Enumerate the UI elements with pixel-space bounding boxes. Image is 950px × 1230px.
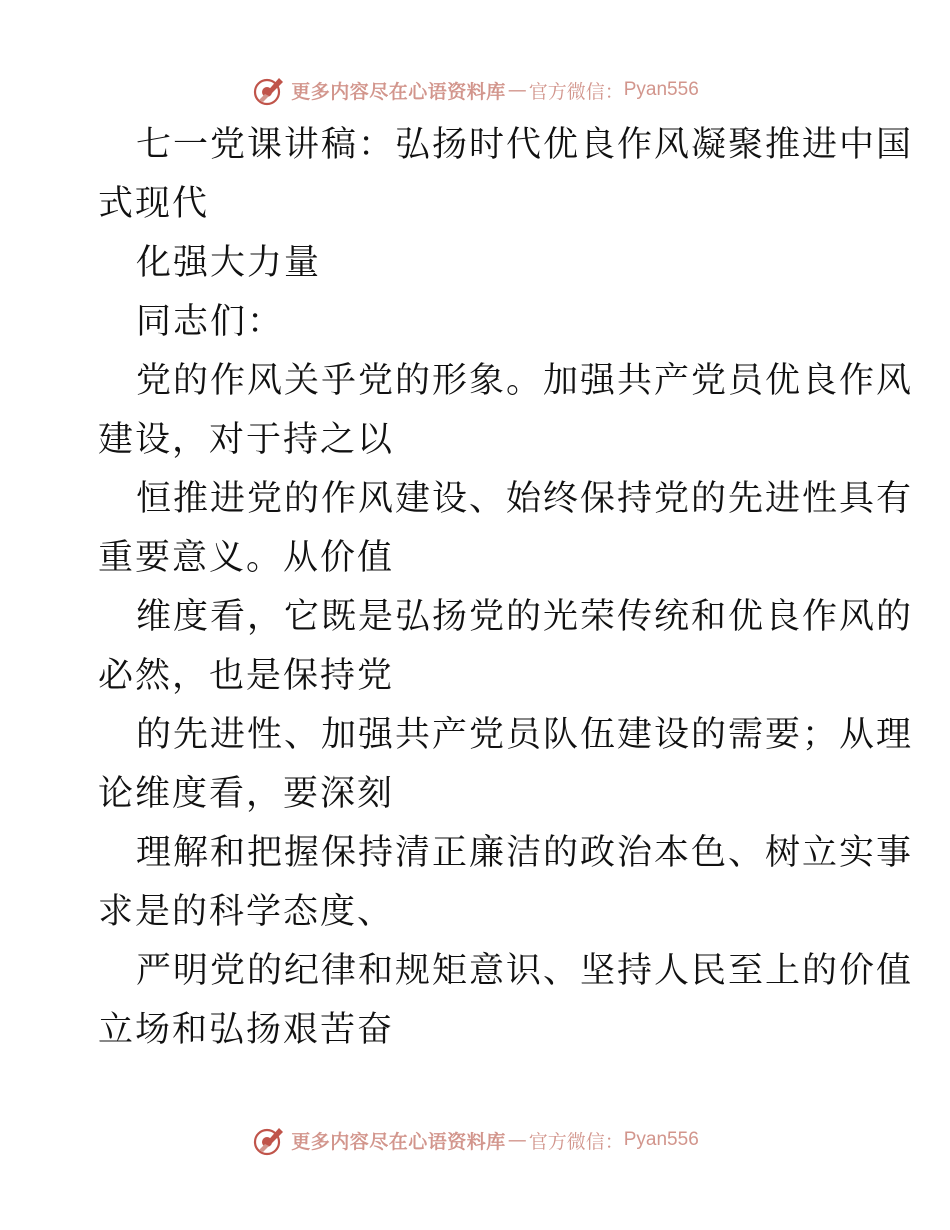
paragraph-line: 论维度看，要深刻	[98, 774, 395, 814]
pen-nib-circle-icon	[251, 1122, 287, 1158]
paragraph-line: 建设，对于持之以	[98, 420, 395, 460]
paragraph-line: 求是的科学态度、	[98, 892, 395, 932]
header-banner-wechat-id: Pyan556	[623, 79, 699, 100]
paragraph-line: 的先进性、加强共产党员队伍建设的需要；从理	[136, 715, 914, 755]
header-banner-dash: —	[507, 79, 527, 101]
header-banner-wechat-label: 官方微信：	[528, 80, 624, 103]
paragraph-line: 党的作风关乎党的形象。加强共产党员优良作风	[136, 361, 914, 401]
document-body	[98, 116, 914, 1060]
paragraph-line: 立场和弘扬艰苦奋	[98, 1010, 395, 1050]
footer-banner-dash: —	[507, 1129, 527, 1151]
header-banner-text: 更多内容尽在心语资料库	[291, 80, 506, 103]
footer-banner-wechat-id: Pyan556	[623, 1129, 699, 1150]
header-watermark-banner	[0, 70, 950, 110]
paragraph-line: 理解和把握保持清正廉洁的政治本色、树立实事	[136, 833, 914, 873]
paragraph-line: 重要意义。从价值	[98, 538, 395, 578]
title-line-1: 七一党课讲稿：弘扬时代优良作风凝聚推进中国	[136, 125, 914, 165]
footer-banner-text: 更多内容尽在心语资料库	[291, 1130, 506, 1153]
paragraph-line: 恒推进党的作风建设、始终保持党的先进性具有	[136, 479, 914, 519]
paragraph-line: 必然，也是保持党	[98, 656, 395, 696]
title-line-2: 式现代	[98, 184, 210, 224]
footer-watermark-banner	[0, 1120, 950, 1160]
paragraph-line: 维度看，它既是弘扬党的光荣传统和优良作风的	[136, 597, 914, 637]
paragraph-line: 严明党的纪律和规矩意识、坚持人民至上的价值	[136, 951, 914, 991]
title-line-3: 化强大力量	[136, 243, 322, 283]
footer-banner-wechat-label: 官方微信：	[528, 1130, 624, 1153]
pen-nib-circle-icon	[251, 72, 287, 108]
salutation: 同志们：	[136, 302, 285, 342]
